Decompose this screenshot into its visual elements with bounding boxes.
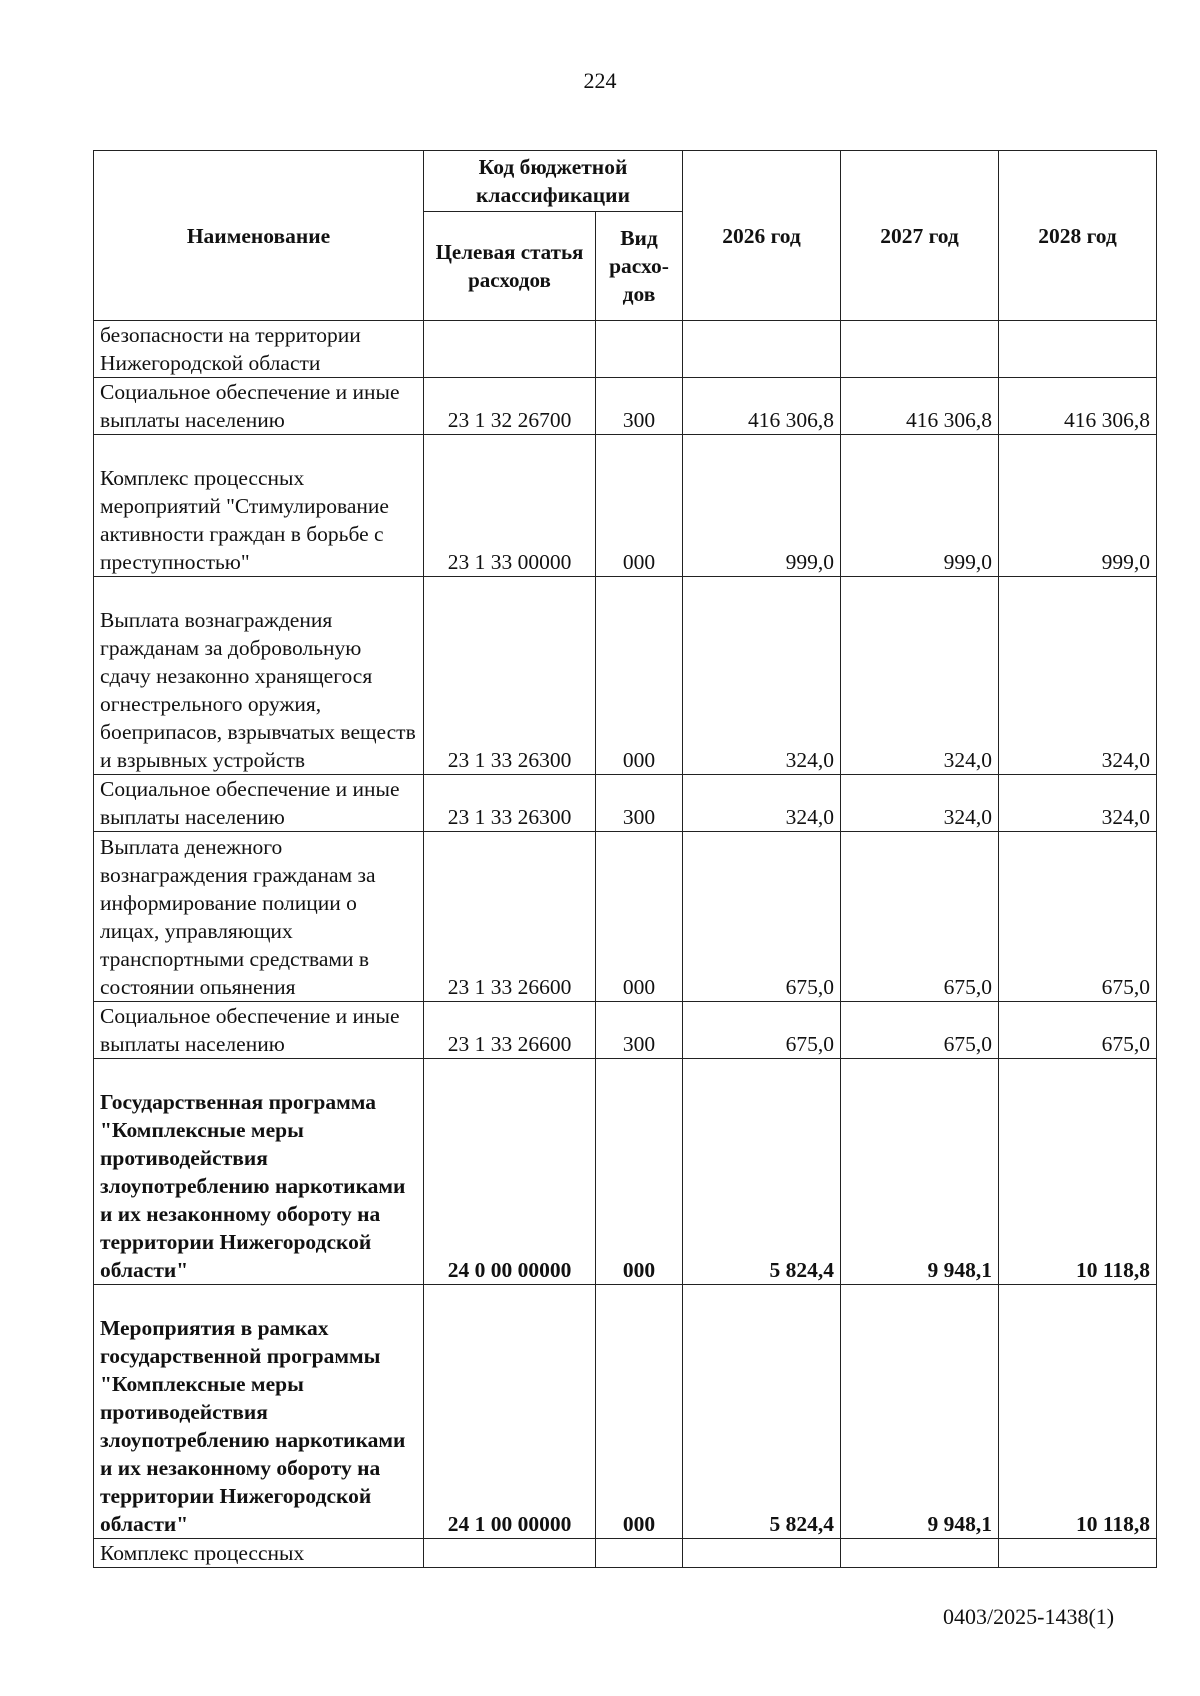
row-value-2028: 10 118,8	[999, 1059, 1157, 1285]
table-row	[94, 378, 1157, 435]
row-value-2028: 416 306,8	[999, 378, 1157, 435]
row-expense-kind: 300	[596, 1002, 683, 1059]
row-value-2026: 675,0	[683, 1002, 841, 1059]
row-target-article: 24 1 00 00000	[424, 1285, 596, 1539]
row-expense-kind: 000	[596, 832, 683, 1002]
row-value-2027: 416 306,8	[841, 378, 999, 435]
row-value-2028: 675,0	[999, 832, 1157, 1002]
row-name: безопасности на территории Нижегородской области	[94, 321, 424, 378]
row-name: Социальное обеспечение и иные выплаты населению	[94, 1002, 424, 1059]
row-value-2027: 324,0	[841, 775, 999, 832]
row-value-2026: 324,0	[683, 577, 841, 775]
header-budget-code-group: Код бюджетной классификации	[424, 151, 683, 212]
row-value-2028: 324,0	[999, 577, 1157, 775]
row-value-2027	[841, 321, 999, 378]
row-value-2026: 5 824,4	[683, 1059, 841, 1285]
row-name: Комплекс процессных	[94, 1539, 424, 1568]
row-name: Мероприятия в рамках государственной программы "Комплексные меры противодействия злоупотреблению наркотиками и их незаконному обороту на территории Нижегородской области"	[94, 1285, 424, 1539]
row-value-2028	[999, 1539, 1157, 1568]
row-target-article: 23 1 33 26300	[424, 577, 596, 775]
row-target-article: 23 1 32 26700	[424, 378, 596, 435]
row-value-2026: 999,0	[683, 435, 841, 577]
row-name: Комплекс процессных мероприятий "Стимулирование активности граждан в борьбе с преступностью"	[94, 435, 424, 577]
header-year-2027: 2027 год	[841, 151, 999, 321]
row-name: Социальное обеспечение и иные выплаты населению	[94, 775, 424, 832]
table-row	[94, 1002, 1157, 1059]
header-row-1	[94, 151, 1157, 212]
row-value-2026: 675,0	[683, 832, 841, 1002]
row-target-article: 23 1 33 00000	[424, 435, 596, 577]
table-row	[94, 321, 1157, 378]
row-value-2027: 324,0	[841, 577, 999, 775]
row-expense-kind: 000	[596, 1285, 683, 1539]
budget-table	[93, 150, 1157, 1568]
table-body	[94, 321, 1157, 1568]
row-target-article: 23 1 33 26300	[424, 775, 596, 832]
row-value-2027: 9 948,1	[841, 1285, 999, 1539]
row-expense-kind: 000	[596, 577, 683, 775]
row-expense-kind: 300	[596, 775, 683, 832]
row-value-2028	[999, 321, 1157, 378]
row-value-2026: 416 306,8	[683, 378, 841, 435]
row-target-article	[424, 321, 596, 378]
header-name: Наименование	[94, 151, 424, 321]
row-expense-kind: 000	[596, 1059, 683, 1285]
row-name: Государственная программа "Комплексные меры противодействия злоупотреблению наркотиками и их незаконному обороту на территории Нижегородской области"	[94, 1059, 424, 1285]
header-year-2026: 2026 год	[683, 151, 841, 321]
table-row	[94, 435, 1157, 577]
table-row	[94, 1539, 1157, 1568]
row-expense-kind	[596, 1539, 683, 1568]
row-value-2027	[841, 1539, 999, 1568]
row-value-2028: 675,0	[999, 1002, 1157, 1059]
table-row	[94, 1059, 1157, 1285]
row-value-2027: 9 948,1	[841, 1059, 999, 1285]
document-code: 0403/2025-1438(1)	[943, 1604, 1115, 1629]
header-target-article: Целевая статья расходов	[424, 212, 596, 321]
header-expense-kind: Вид расхо-дов	[596, 212, 683, 321]
row-target-article: 23 1 33 26600	[424, 1002, 596, 1059]
row-value-2026: 5 824,4	[683, 1285, 841, 1539]
row-name: Социальное обеспечение и иные выплаты населению	[94, 378, 424, 435]
header-year-2028: 2028 год	[999, 151, 1157, 321]
row-name: Выплата вознаграждения гражданам за добровольную сдачу незаконно хранящегося огнестрельного оружия, боеприпасов, взрывчатых веществ и взрывных устройств	[94, 577, 424, 775]
row-target-article	[424, 1539, 596, 1568]
row-value-2027: 999,0	[841, 435, 999, 577]
row-value-2027: 675,0	[841, 1002, 999, 1059]
row-value-2027: 675,0	[841, 832, 999, 1002]
row-value-2026	[683, 321, 841, 378]
row-value-2028: 324,0	[999, 775, 1157, 832]
table-row	[94, 1285, 1157, 1539]
table-row	[94, 577, 1157, 775]
table-row	[94, 775, 1157, 832]
row-expense-kind: 000	[596, 435, 683, 577]
table-header	[94, 151, 1157, 321]
table-row	[94, 832, 1157, 1002]
row-value-2028: 999,0	[999, 435, 1157, 577]
row-target-article: 24 0 00 00000	[424, 1059, 596, 1285]
page-number: 224	[583, 68, 617, 93]
row-target-article: 23 1 33 26600	[424, 832, 596, 1002]
row-value-2026: 324,0	[683, 775, 841, 832]
row-value-2026	[683, 1539, 841, 1568]
row-name: Выплата денежного вознаграждения гражданам за информирование полиции о лицах, управляющих транспортными средствами в состоянии опьянения	[94, 832, 424, 1002]
row-value-2028: 10 118,8	[999, 1285, 1157, 1539]
row-expense-kind	[596, 321, 683, 378]
row-expense-kind: 300	[596, 378, 683, 435]
